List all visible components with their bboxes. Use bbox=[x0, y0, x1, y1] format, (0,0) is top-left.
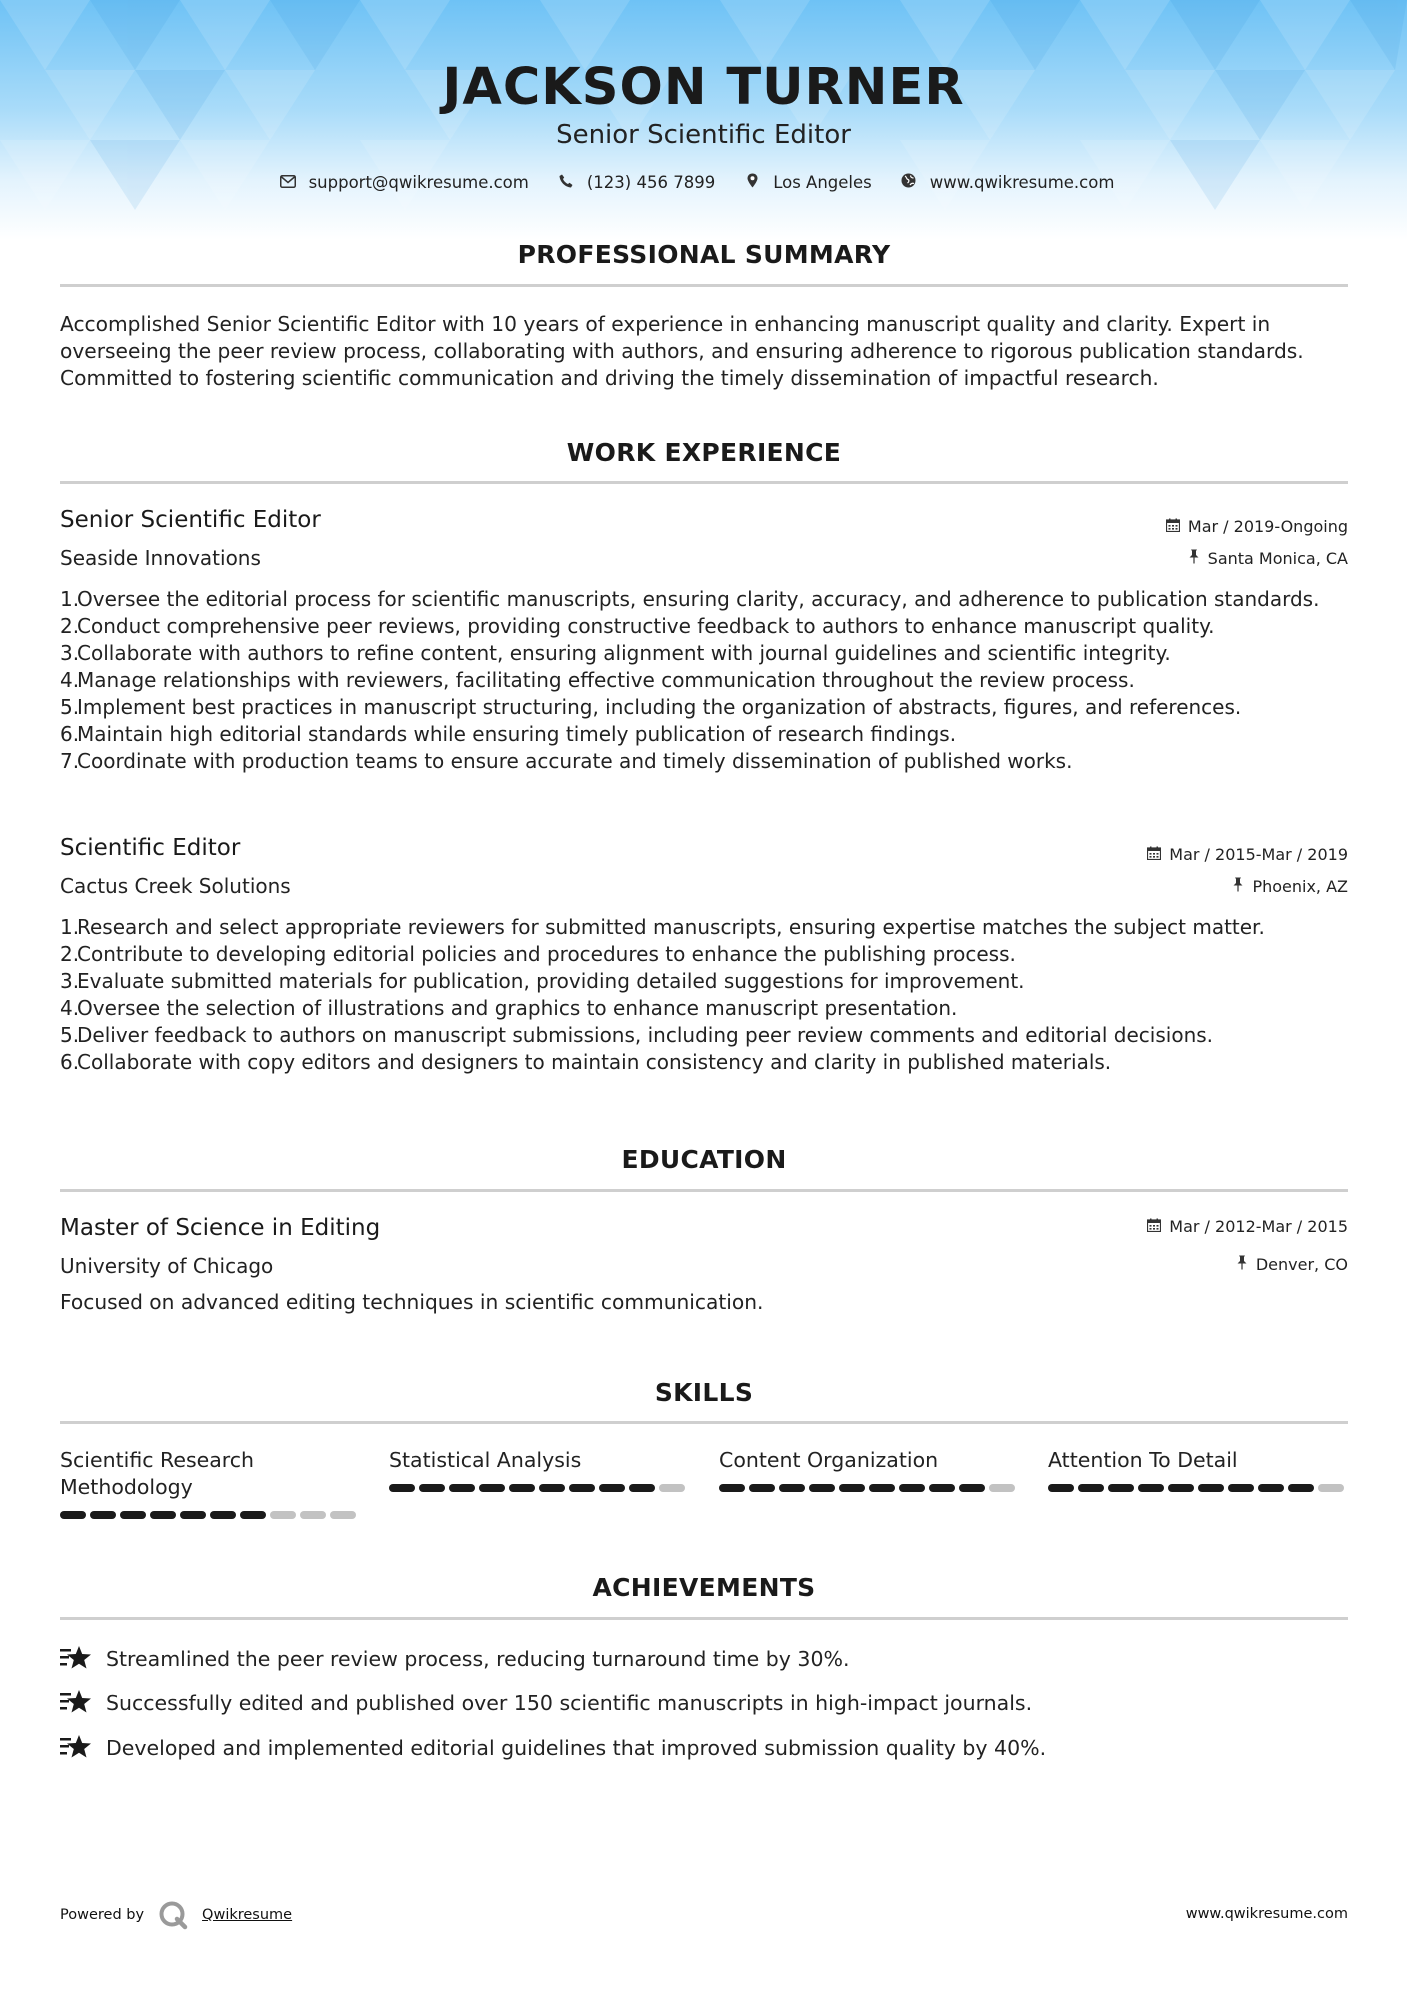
calendar-icon bbox=[1147, 1218, 1161, 1236]
skill-segment-empty bbox=[330, 1511, 356, 1519]
skill-segment-filled bbox=[240, 1511, 266, 1519]
skill-segment-filled bbox=[539, 1484, 565, 1492]
skill-segment-filled bbox=[959, 1484, 985, 1492]
job-location-text: Santa Monica, CA bbox=[1207, 549, 1348, 568]
star-icon bbox=[60, 1734, 92, 1762]
powered-by-label: Powered by bbox=[60, 1907, 145, 1923]
job-location-text: Phoenix, AZ bbox=[1252, 877, 1348, 896]
skill-level-bar bbox=[1048, 1484, 1348, 1492]
skill-segment-filled bbox=[150, 1511, 176, 1519]
skill-segment-filled bbox=[1168, 1484, 1194, 1492]
skill-segment-filled bbox=[1198, 1484, 1224, 1492]
list-item: 3. Evaluate submitted materials for publication, providing detailed suggestions for improvement. bbox=[60, 969, 1025, 993]
skill-segment-filled bbox=[509, 1484, 535, 1492]
skill-segment-filled bbox=[120, 1511, 146, 1519]
skill-segment-filled bbox=[1228, 1484, 1254, 1492]
envelope-icon bbox=[279, 174, 297, 192]
skill-name: Content Organization bbox=[719, 1448, 939, 1472]
job-dates-text: Mar / 2019-Ongoing bbox=[1187, 517, 1348, 536]
list-item: 4. Oversee the selection of illustrations and graphics to enhance manuscript presentation. bbox=[60, 996, 958, 1020]
skill-segment-filled bbox=[1138, 1484, 1164, 1492]
skill-segment-filled bbox=[1078, 1484, 1104, 1492]
skill-level-bar bbox=[60, 1511, 360, 1519]
skills-heading: SKILLS bbox=[654, 1378, 754, 1407]
list-item: 2. Contribute to developing editorial policies and procedures to enhance the publishing process. bbox=[60, 942, 1016, 966]
experience-heading: WORK EXPERIENCE bbox=[566, 438, 842, 467]
achievement-item bbox=[60, 1689, 1032, 1717]
skill-item bbox=[389, 1447, 689, 1492]
skills-divider bbox=[60, 1421, 1348, 1424]
skill-segment-filled bbox=[1108, 1484, 1134, 1492]
skill-level-bar bbox=[389, 1484, 689, 1492]
achievements-heading: ACHIEVEMENTS bbox=[592, 1573, 816, 1602]
footer-website[interactable]: www.qwikresume.com bbox=[1185, 1906, 1348, 1922]
skill-segment-filled bbox=[90, 1511, 116, 1519]
education-divider bbox=[60, 1189, 1348, 1192]
skill-segment-empty bbox=[1318, 1484, 1344, 1492]
contact-location bbox=[743, 173, 872, 192]
education-heading: EDUCATION bbox=[621, 1145, 787, 1174]
skill-segment-filled bbox=[1048, 1484, 1074, 1492]
job-location bbox=[1232, 877, 1348, 896]
job-dates-text: Mar / 2015-Mar / 2019 bbox=[1169, 845, 1348, 864]
list-item: 6. Collaborate with copy editors and designers to maintain consistency and clarity in published materials. bbox=[60, 1050, 1112, 1074]
job-dates bbox=[1166, 517, 1348, 536]
summary-divider bbox=[60, 284, 1348, 287]
skill-segment-filled bbox=[809, 1484, 835, 1492]
contact-website-text: www.qwikresume.com bbox=[929, 173, 1115, 192]
skill-item bbox=[60, 1447, 360, 1519]
education-dates bbox=[1147, 1217, 1348, 1236]
list-item: 1. Oversee the editorial process for scientific manuscripts, ensuring clarity, accuracy, and adherence to publication standards. bbox=[60, 587, 1320, 611]
list-item: 6. Maintain high editorial standards while ensuring timely publication of research findings. bbox=[60, 722, 957, 746]
skill-segment-empty bbox=[300, 1511, 326, 1519]
skill-segment-filled bbox=[479, 1484, 505, 1492]
contact-phone-text: (123) 456 7899 bbox=[586, 173, 716, 192]
skill-level-bar bbox=[719, 1484, 1019, 1492]
contact-email[interactable] bbox=[279, 173, 529, 192]
skill-segment-filled bbox=[210, 1511, 236, 1519]
achievement-text: Streamlined the peer review process, reducing turnaround time by 30%. bbox=[106, 1647, 850, 1671]
contact-phone[interactable] bbox=[557, 173, 715, 192]
contact-location-text: Los Angeles bbox=[773, 173, 872, 192]
skill-segment-filled bbox=[1258, 1484, 1284, 1492]
list-item: 5. Implement best practices in manuscript structuring, including the organization of abstracts, figures, and references. bbox=[60, 695, 1242, 719]
footer-powered-by bbox=[60, 1900, 292, 1930]
skill-segment-filled bbox=[899, 1484, 925, 1492]
summary-heading: PROFESSIONAL SUMMARY bbox=[517, 240, 891, 269]
star-icon bbox=[60, 1645, 92, 1673]
skill-segment-filled bbox=[629, 1484, 655, 1492]
globe-icon bbox=[900, 173, 918, 192]
skill-segment-empty bbox=[270, 1511, 296, 1519]
skill-segment-filled bbox=[719, 1484, 745, 1492]
skill-name: Attention To Detail bbox=[1048, 1448, 1238, 1472]
skill-segment-filled bbox=[180, 1511, 206, 1519]
list-item: 2. Conduct comprehensive peer reviews, providing constructive feedback to authors to enhance manuscript quality. bbox=[60, 614, 1215, 638]
school-name: University of Chicago bbox=[60, 1254, 274, 1278]
skill-segment-filled bbox=[60, 1511, 86, 1519]
skill-segment-filled bbox=[419, 1484, 445, 1492]
skill-segment-filled bbox=[389, 1484, 415, 1492]
achievement-text: Developed and implemented editorial guidelines that improved submission quality by 40%. bbox=[106, 1736, 1047, 1760]
candidate-name: JACKSON TURNER bbox=[442, 58, 965, 117]
skill-segment-empty bbox=[659, 1484, 685, 1492]
calendar-icon bbox=[1166, 518, 1180, 536]
job-title: Scientific Editor bbox=[60, 835, 241, 861]
skill-segment-filled bbox=[449, 1484, 475, 1492]
candidate-title: Senior Scientific Editor bbox=[556, 120, 851, 150]
skill-segment-filled bbox=[749, 1484, 775, 1492]
skill-name: Statistical Analysis bbox=[389, 1448, 582, 1472]
skill-segment-filled bbox=[929, 1484, 955, 1492]
skill-segment-filled bbox=[869, 1484, 895, 1492]
job-title: Senior Scientific Editor bbox=[60, 507, 321, 533]
list-item: 3. Collaborate with authors to refine content, ensuring alignment with journal guidelines and scientific integrity. bbox=[60, 641, 1171, 665]
pushpin-icon bbox=[1236, 1255, 1248, 1274]
list-item: 1. Research and select appropriate reviewers for submitted manuscripts, ensuring expertise matches the subject matter. bbox=[60, 915, 1265, 939]
calendar-icon bbox=[1147, 846, 1161, 864]
degree-title: Master of Science in Editing bbox=[60, 1215, 381, 1241]
job-location bbox=[1188, 549, 1348, 568]
skill-segment-filled bbox=[599, 1484, 625, 1492]
pushpin-icon bbox=[1232, 877, 1244, 896]
list-item: 7. Coordinate with production teams to ensure accurate and timely dissemination of published works. bbox=[60, 749, 1073, 773]
qwikresume-logo-icon bbox=[158, 1900, 188, 1930]
job-company: Cactus Creek Solutions bbox=[60, 874, 291, 898]
contact-website[interactable] bbox=[900, 173, 1115, 192]
education-description: Focused on advanced editing techniques in scientific communication. bbox=[60, 1290, 764, 1314]
qwikresume-link[interactable]: Qwikresume bbox=[202, 1907, 293, 1923]
phone-icon bbox=[557, 174, 575, 192]
contact-email-text: support@qwikresume.com bbox=[308, 173, 529, 192]
job-company: Seaside Innovations bbox=[60, 546, 261, 570]
skill-item bbox=[719, 1447, 1019, 1492]
contact-bar bbox=[0, 173, 1407, 192]
education-dates-text: Mar / 2012-Mar / 2015 bbox=[1169, 1217, 1348, 1236]
education-location bbox=[1236, 1255, 1348, 1274]
job-dates bbox=[1147, 845, 1348, 864]
achievement-item bbox=[60, 1734, 1046, 1762]
map-marker-icon bbox=[743, 173, 761, 192]
list-item: 4. Manage relationships with reviewers, facilitating effective communication throughout the review process. bbox=[60, 668, 1135, 692]
skill-segment-filled bbox=[569, 1484, 595, 1492]
skill-segment-filled bbox=[1288, 1484, 1314, 1492]
job-responsibilities bbox=[60, 586, 1350, 775]
skill-segment-filled bbox=[779, 1484, 805, 1492]
skill-segment-filled bbox=[839, 1484, 865, 1492]
summary-text: Accomplished Senior Scientific Editor with 10 years of experience in enhancing manuscript quality and clarity. Expert in overseeing the peer review process, collaborating with authors, and ensuring adherence to rigorous publication standards. Committed to fostering scientific communication and driving the timely dissemination of impactful research. bbox=[60, 312, 1304, 390]
list-item: 5. Deliver feedback to authors on manuscript submissions, including peer review comments and editorial decisions. bbox=[60, 1023, 1214, 1047]
achievements-divider bbox=[60, 1617, 1348, 1620]
achievement-text: Successfully edited and published over 150 scientific manuscripts in high-impact journals. bbox=[106, 1691, 1033, 1715]
star-icon bbox=[60, 1689, 92, 1717]
skill-name: Scientific Research Methodology bbox=[60, 1448, 255, 1499]
job-responsibilities bbox=[60, 914, 1350, 1076]
education-location-text: Denver, CO bbox=[1255, 1255, 1348, 1274]
pushpin-icon bbox=[1188, 549, 1200, 568]
skill-item bbox=[1048, 1447, 1348, 1492]
experience-divider bbox=[60, 481, 1348, 484]
achievement-item bbox=[60, 1645, 850, 1673]
skill-segment-empty bbox=[989, 1484, 1015, 1492]
